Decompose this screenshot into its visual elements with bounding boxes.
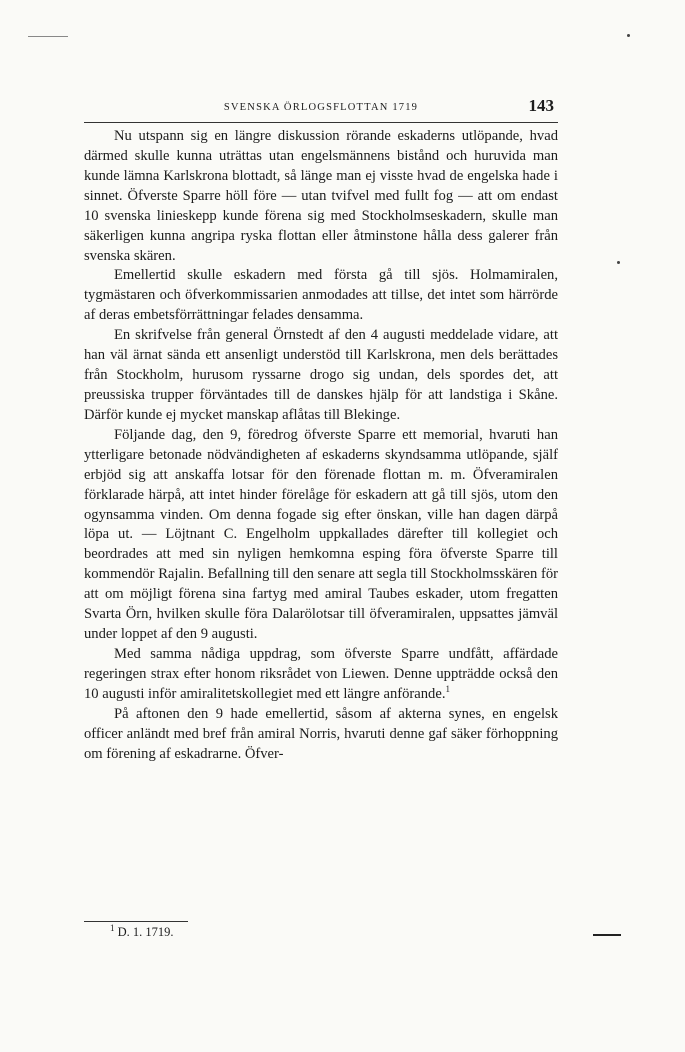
paragraph: Emellertid skulle eskadern med första gå till sjös. Holmamiralen, tygmästaren och öfverkommissarien anmodades att tillse, det intet som härrörde af deras embetsförrättningar felades densamma. [84, 267, 558, 324]
footnote-reference: 1 [445, 683, 450, 694]
header-rule [84, 122, 558, 123]
paragraph: På aftonen den 9 hade emellertid, såsom af akterna synes, en engelsk officer anländt med bref från amiral Norris, hvaruti denne gaf säker förhoppning om förening af eskadrarne. Öfver- [84, 705, 558, 762]
paragraph [84, 645, 558, 705]
paragraph-text: Med samma nådiga uppdrag, som öfverste Sparre undfått, affärdade regeringen strax efter honom riksrådet von Liewen. Denne uppträdde också den 10 augusti inför amiralitetskollegiet med ett längre anförande. [84, 645, 558, 702]
paragraph: En skrifvelse från general Örnstedt af den 4 augusti meddelade vidare, att han väl ärnat sända ett ansenligt understöd till Karlskrona, men dels berättades från Stockholm, hurusom ryssarne drogo sig undan, dels spordes det, att preussiska trupper förväntades till de danskes hjälp för att landstiga i Skåne. Därför kunde ej mycket manskap aflåtas till Blekinge. [84, 327, 558, 423]
scan-edge-mark [28, 36, 68, 37]
footnote [110, 922, 174, 940]
footnote-text: D. 1. 1719. [117, 925, 174, 939]
scan-edge-mark [593, 934, 621, 936]
scan-dot [617, 261, 620, 264]
scan-dot [627, 34, 630, 37]
paragraph: Nu utspann sig en längre diskussion rörande eskaderns utlöpande, hvad därmed skulle kunna uträttas utan engelsmännens bistånd och huruvida man kunde lämna Karlskrona blottadt, så länge man ej visste hvad de engelska hade i sinnet. Öfverste Sparre höll före — utan tvifvel med fullt fog — att om endast 10 svenska linieskepp kunde förena sig med Stockholmseskadern, skulle man säkerligen kunna angripa ryska flottan eller åtminstone hålla dess galerer från svenska skären. [84, 128, 558, 264]
footnote-rule [84, 921, 188, 922]
page-number: 143 [528, 96, 554, 115]
paragraph: Följande dag, den 9, föredrog öfverste Sparre ett memorial, hvaruti han ytterligare betonade nödvändigheten af eskaderns skyndsamma utlöpande, själf erbjöd sig att anskaffa lotsar för den förenade flottan m. m. Öfveramiralen förklarade härpå, att intet hinder förelåge för eskadern att gå till sjös, utom den ogynsamma vinden. Om denna fogade sig efter önskan, ville han dagen därpå löpa ut. — Löjtnant C. Engelholm uppkallades därefter till kollegiet och beordrades att med sin nyligen hemkomna esping föra öfverste Sparre till kommendör Rajalin. Befallning till den senare att segla till Stockholmsskären för att om möjligt förena sina fartyg med amiral Taubes eskader, utom fregatten Svarta Örn, hvilken skulle föra Dalarölotsar till öfveramiralen, uppsattes jämväl under loppet af den 9 augusti. [84, 426, 558, 643]
footnote-marker: 1 [110, 922, 115, 933]
body-text [84, 127, 558, 765]
page-header [84, 96, 558, 120]
running-head: SVENSKA ÖRLOGSFLOTTAN 1719 [223, 102, 419, 113]
